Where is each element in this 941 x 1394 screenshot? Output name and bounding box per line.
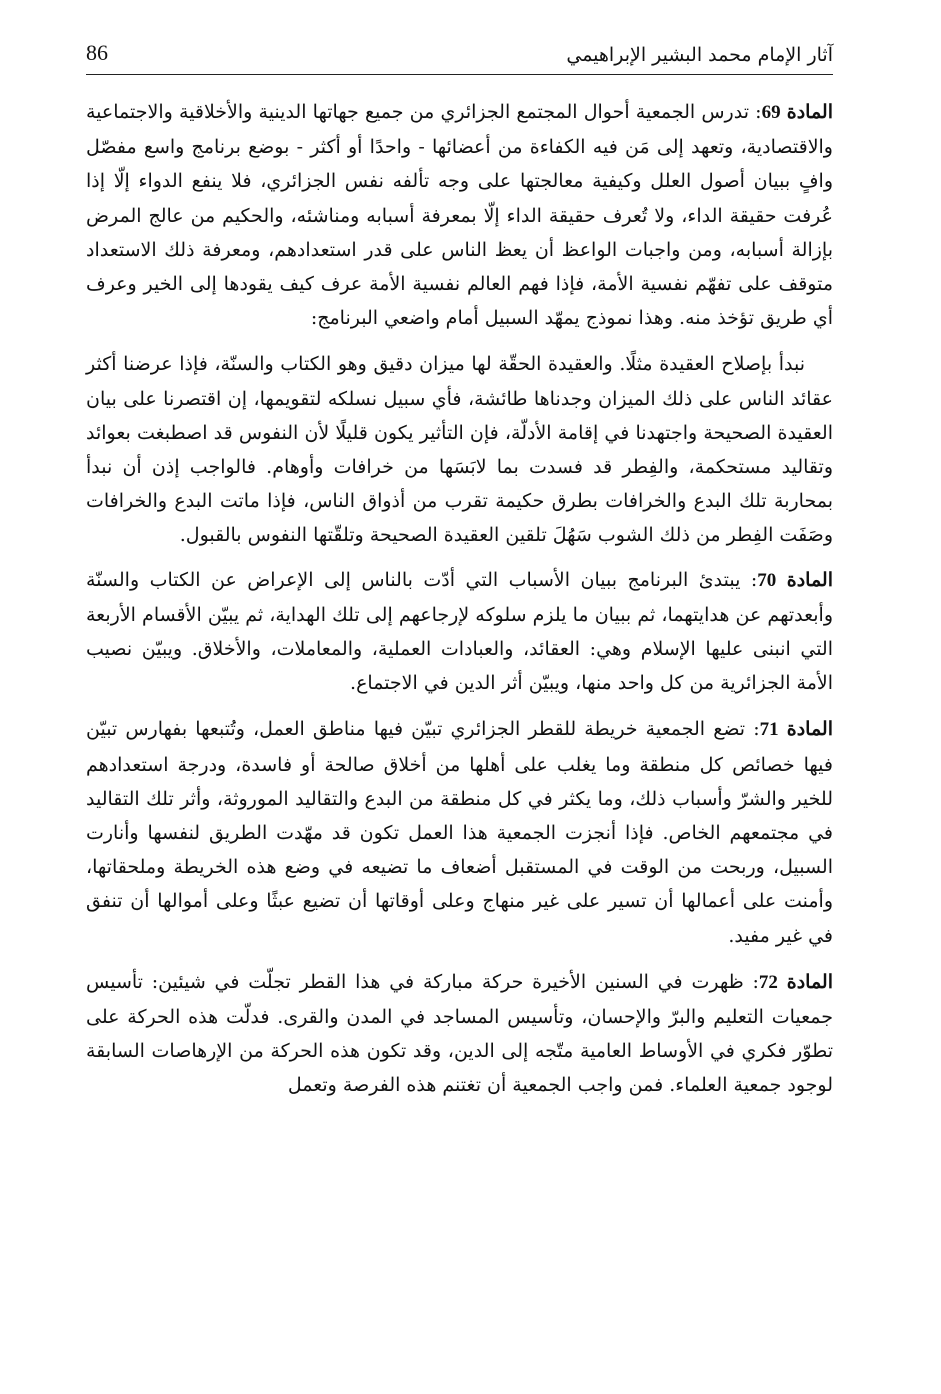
article-text: : ظهرت في السنين الأخيرة حركة مباركة في هذا القطر تجلّت في شيئين: تأسيس جمعيات التعليم والبرّ والإحسان، وتأسيس المساجد في المدن والقرى. فدلّت هذه الحركة على تطوّر فكري في الأوساط العامية متّجه إلى الدين، وقد تكون هذه الحركة من الإرهاصات السابقة لوجود جمعية العلماء. فمن واجب الجمعية أن تغتنم هذه الفرصة وتعمل (86, 970, 833, 1097)
article-number: 70 (757, 569, 777, 591)
article-70 (86, 563, 833, 701)
article-label: المادة (786, 568, 833, 591)
article-69 (86, 95, 833, 335)
article-text: : يبتدئ البرنامج ببيان الأسباب التي أدّت بالناس إلى الإعراض عن الكتاب والسنّة وأبعدتهم عن هدايتهما، ثم ببيان ما يلزم سلوكه لإرجاعهم إلى تلك الهداية، ثم يبيّن الأقسام الأربعة التي انبنى عليها الإسلام وهي: العقائد، والعبادات العملية، والمعاملات، والأخلاق. ويبيّن نصيب الأمة الجزائرية من كل واحد منها، ويبيّن أثر الدين في الاجتماع. (86, 568, 833, 695)
page-number: 86 (86, 40, 108, 65)
article-text: : تدرس الجمعية أحوال المجتمع الجزائري من جميع جهاتها الدينية والأخلاقية والاجتماعية والاقتصادية، وتعهد إلى مَن فيه الكفاءة من أعضائها - واحدًا أو أكثر - بوضع برنامج واسع مفصّل وافٍ ببيان أصول العلل وكيفية معالجتها على وجه تألفه نفس الجزائري، فلا ينفع الدواء إلّا إذا عُرفت حقيقة الداء، ولا تُعرف حقيقة الداء إلّا بمعرفة أسبابه ومناشئه، والحكيم من عالج المرض بإزالة أسبابه، ومن واجبات الواعظ أن يعظ الناس على قدر استعدادهم، ومعرفة ذلك الاستعداد متوقف على تفهّم نفسية الأمة، فإذا فهم العالم نفسية الأمة عرف كيف يقودها إلى الخير وعرف أي طريق تؤخذ منه. وهذا نموذج يمهّد السبيل أمام واضعي البرنامج: (86, 101, 833, 330)
page-body (86, 95, 833, 1103)
article-71 (86, 712, 833, 952)
article-text: : تضع الجمعية خريطة للقطر الجزائري تبيّن فيها مناطق العمل، وتُتبعها بفهارس تبيّن فيها خصائص كل منطقة وما يغلب على أهلها من أخلاق صالحة أو فاسدة، ودرجة استعدادهم للخير والشرّ وأسباب ذلك، وما يكثر في كل منطقة من البدع والتقاليد الموروثة، وأثر تلك التقاليد في مجتمعهم الخاص. فإذا أنجزت الجمعية هذا العمل تكون قد مهّدت الطريق لنفسها وأنارت السبيل، وربحت من الوقت في المستقبل أضعاف ما تضيعه في وضع هذه الخريطة وملحقاتها، وأمنت على أعمالها أن تسير على غير منهاج وعلى أوقاتها أن تضيع عبثًا وعلى أموالها أن تنفق في غير مفيد. (86, 718, 833, 947)
article-label: المادة (786, 101, 833, 123)
article-label: المادة (786, 970, 833, 993)
article-number: 72 (758, 971, 778, 993)
article-number: 71 (759, 719, 779, 741)
book-title: آثار الإمام محمد البشير الإبراهيمي (566, 44, 833, 66)
article-label: المادة (786, 718, 833, 741)
running-header (86, 40, 833, 75)
article-72 (86, 965, 833, 1103)
paragraph-aqida: نبدأ بإصلاح العقيدة مثلًا. والعقيدة الحقّة لها ميزان دقيق وهو الكتاب والسنّة، فإذا عرضنا أكثر عقائد الناس على ذلك الميزان وجدناها طائشة، فأي سبيل نسلكه لتقويمها، إن اقتصرنا على بيان العقيدة الصحيحة واجتهدنا في إقامة الأدلّة، فإن التأثير يكون قليلًا لأن النفوس قد اصطبغت بعوائد وتقاليد مستحكمة، والفِطر قد فسدت بما لابَسَها من خرافات وأوهام. فالواجب إذن أن نبدأ بمحاربة تلك البدع والخرافات بطرق حكيمة تقرب من أذواق الناس، فإذا ماتت البدع والخرافات وصَفَت الفِطر من ذلك الشوب سَهُلَ تلقين العقيدة الصحيحة وتلقّتها النفوس بالقبول. (86, 353, 833, 547)
article-number: 69 (761, 102, 781, 123)
